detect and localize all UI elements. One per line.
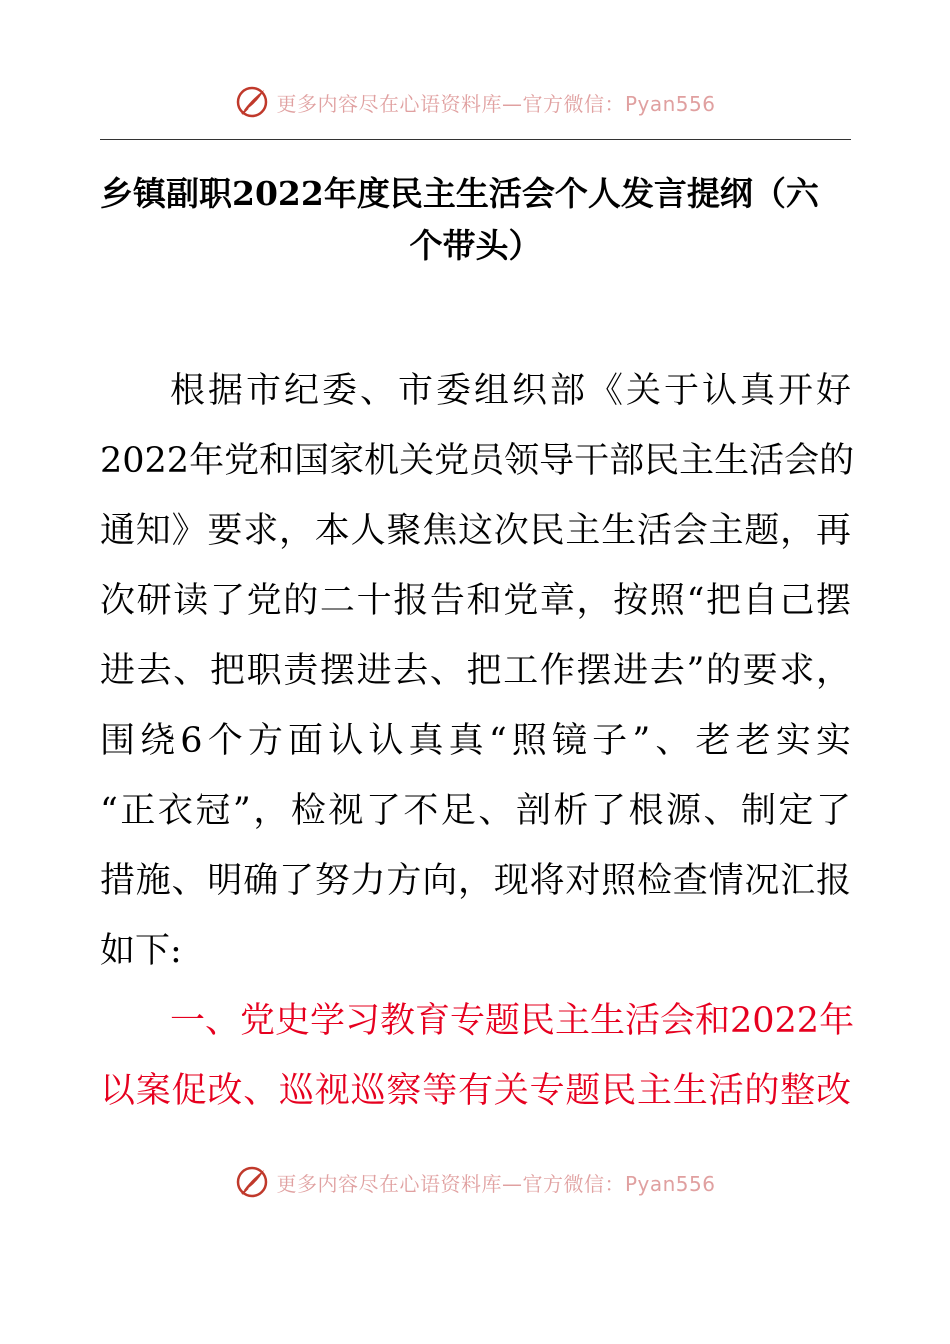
watermark-header	[0, 82, 950, 122]
text-line: 通知》要求，本人聚焦这次民主生活会主题，再	[100, 511, 851, 551]
title-line-1: 乡镇副职2022年度民主生活会个人发言提纲（六	[100, 174, 819, 213]
text-line: 进去、把职责摆进去、把工作摆进去”的要求，	[100, 651, 851, 691]
heading-line: 以案促改、巡视巡察等有关专题民主生活的整改	[100, 1071, 851, 1111]
watermark-text: 更多内容尽在心语资料库—官方微信：Pyan556	[276, 91, 716, 116]
document-body	[100, 356, 855, 1126]
document-title	[100, 168, 851, 272]
text-line: 围绕6个方面认认真真“照镜子”、老老实实	[100, 721, 851, 761]
quill-circle-logo-icon	[234, 84, 270, 120]
watermark-footer	[0, 1162, 950, 1202]
text-line: 次研读了党的二十报告和党章，按照“把自己摆	[100, 581, 851, 621]
heading-line: 一、党史学习教育专题民主生活会和2022年	[170, 1001, 855, 1041]
quill-circle-logo-icon	[234, 1164, 270, 1200]
text-line: 2022年党和国家机关党员领导干部民主生活会的	[100, 441, 855, 481]
intro-paragraph	[100, 356, 855, 986]
title-line-2: 个带头）	[409, 226, 542, 265]
text-line: “正衣冠”，检视了不足、剖析了根源、制定了	[100, 791, 851, 831]
section-heading-1	[100, 986, 855, 1126]
text-line: 措施、明确了努力方向，现将对照检查情况汇报	[100, 861, 851, 901]
text-line: 如下:	[100, 931, 182, 971]
text-line: 根据市纪委、市委组织部《关于认真开好	[170, 371, 851, 411]
header-divider	[100, 139, 851, 140]
watermark-text: 更多内容尽在心语资料库—官方微信：Pyan556	[276, 1171, 716, 1196]
